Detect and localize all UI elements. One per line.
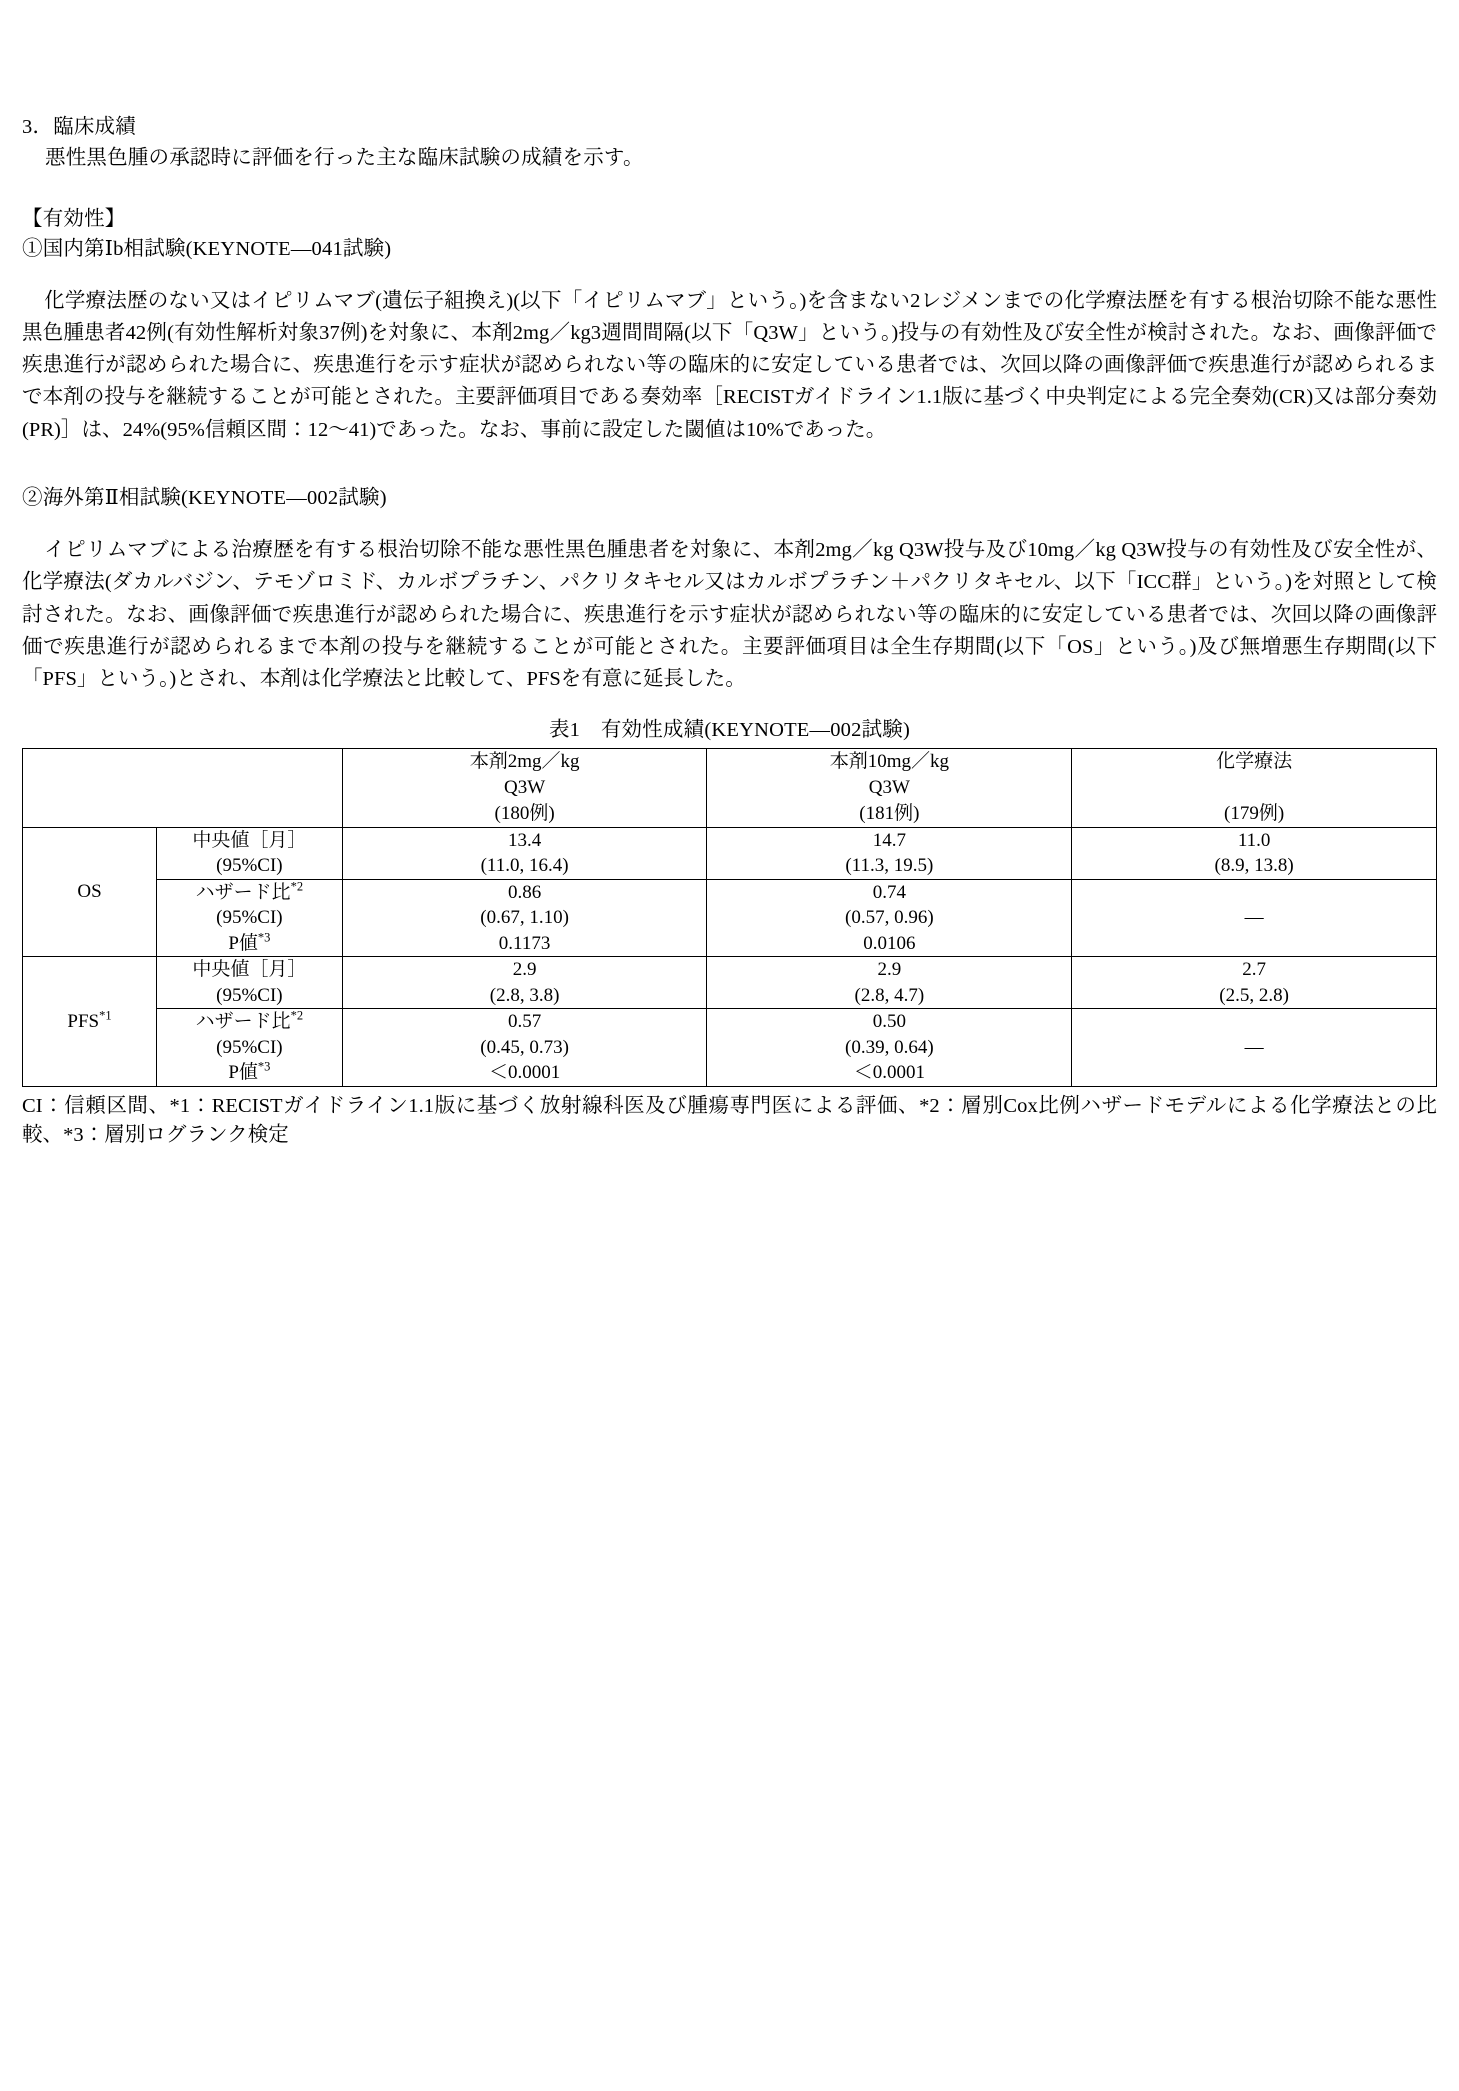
value-line2: (2.8, 4.7) bbox=[854, 984, 925, 1006]
study1-body bbox=[22, 285, 1437, 446]
not-applicable-dash: — bbox=[1244, 907, 1264, 929]
value-line2: (0.39, 0.64) bbox=[845, 1036, 934, 1058]
metric-line3-text: P値 bbox=[228, 1062, 258, 1084]
not-applicable-dash: — bbox=[1244, 1036, 1264, 1058]
value-line2: (2.5, 2.8) bbox=[1219, 984, 1289, 1006]
rowgroup-label-text: PFS bbox=[67, 1010, 100, 1032]
value-line3: ＜0.0001 bbox=[488, 1062, 561, 1084]
metric-line1: 中央値［月］ bbox=[192, 829, 307, 851]
section-heading: 3．臨床成績 bbox=[22, 116, 136, 138]
value-line1: 14.7 bbox=[872, 829, 906, 851]
metric-line3 bbox=[157, 931, 342, 957]
metric-line3-sup: *3 bbox=[257, 1060, 271, 1075]
table-row bbox=[23, 827, 1437, 879]
metric-line1-text: ハザード比 bbox=[195, 881, 291, 903]
cell-pfs-median-10mg bbox=[707, 957, 1072, 1009]
value-line2: (8.9, 13.8) bbox=[1214, 855, 1294, 877]
header-line2 bbox=[1072, 775, 1436, 801]
cell-os-median-chemo bbox=[1072, 827, 1437, 879]
header-line3: (180例) bbox=[494, 802, 555, 824]
spacer bbox=[22, 466, 1437, 483]
table-row bbox=[23, 957, 1437, 1009]
value-line2: (11.0, 16.4) bbox=[480, 855, 569, 877]
cell-os-median-2mg bbox=[342, 827, 707, 879]
metric-line2: (95%CI) bbox=[216, 1036, 283, 1058]
study1-body-text: 化学療法歴のない又はイピリムマブ(遺伝子組換え)(以下「イピリムマブ」という。)を含まない2レジメンまでの化学療法歴を有する根治切除不能な悪性黒色腫患者42例(有効性解析対象37例)を対象に、本剤2mg／kg3週間間隔(以下「Q3W」という。)投与の有効性及び安全性が検討された。なお、画像評価で疾患進行が認められた場合に、疾患進行を示す症状が認められない等の臨床的に安定している患者では、次回以降の画像評価で疾患進行が認められるまで本剤の投与を継続することが可能とされた。主要評価項目である奏効率［RECISTガイドライン1.1版に基づく中央判定による完全奏効(CR)又は部分奏効(PR)］は、24%(95%信頼区間：12〜41)であった。なお、事前に設定した閾値は10%であった。 bbox=[22, 289, 1437, 441]
value-line2: (0.45, 0.73) bbox=[480, 1036, 569, 1058]
value-line1: 11.0 bbox=[1237, 829, 1271, 851]
value-line1: 0.74 bbox=[872, 881, 906, 903]
cell-pfs-hr-10mg bbox=[707, 1009, 1072, 1087]
cell-pfs-hr-chemo bbox=[1072, 1009, 1437, 1087]
table-caption: 表1 有効性成績(KEYNOTE―002試験) bbox=[548, 718, 911, 741]
section-lead-text: 悪性黒色腫の承認時に評価を行った主な臨床試験の成績を示す。 bbox=[45, 147, 644, 169]
cell-pfs-median-chemo bbox=[1072, 957, 1437, 1009]
value-line3: 0.0106 bbox=[863, 932, 916, 954]
efficacy-results-table bbox=[22, 748, 1437, 1087]
rowgroup-label-sup: *1 bbox=[99, 1008, 112, 1023]
value-line2: (2.8, 3.8) bbox=[489, 984, 560, 1006]
header-col-drug-2mg bbox=[342, 748, 707, 827]
header-line1: 化学療法 bbox=[1216, 750, 1293, 772]
metric-line3 bbox=[157, 1060, 342, 1086]
value-line1: 2.7 bbox=[1242, 959, 1266, 981]
study2-body-text: イピリムマブによる治療歴を有する根治切除不能な悪性黒色腫患者を対象に、本剤2mg／kg Q3W投与及び10mg／kg Q3W投与の有効性及び安全性が、化学療法(ダカルバジン、テモゾロミド、カルボプラチン、パクリタキセル又はカルボプラチン＋パクリタキセル、以下「ICC群」という。)を対照として検討された。なお、画像評価で疾患進行が認められた場合に、疾患進行を示す症状が認められない等の臨床的に安定している患者では、次回以降の画像評価で疾患進行が認められるまで本剤の投与を継続することが可能とされた。主要評価項目は全生存期間(以下「OS」という。)及び無増悪生存期間(以下「PFS」という。)とされ、本剤は化学療法と比較して、PFSを有意に延長した。 bbox=[22, 538, 1437, 691]
value-line2: (11.3, 19.5) bbox=[845, 855, 934, 877]
header-line1: 本剤2mg／kg bbox=[469, 750, 580, 772]
table-row bbox=[23, 1009, 1437, 1087]
value-line1: 13.4 bbox=[507, 829, 542, 851]
metric-label-os-median bbox=[157, 827, 343, 879]
metric-label-pfs-median bbox=[157, 957, 343, 1009]
cell-os-median-10mg bbox=[707, 827, 1072, 879]
value-line3: 0.1173 bbox=[498, 932, 551, 954]
cell-os-hr-10mg bbox=[707, 879, 1072, 957]
header-line1: 本剤10mg／kg bbox=[829, 750, 949, 772]
metric-line2: (95%CI) bbox=[216, 907, 283, 929]
header-line3: (179例) bbox=[1224, 802, 1285, 824]
table-row bbox=[23, 879, 1437, 957]
value-line2: (0.67, 1.10) bbox=[480, 907, 569, 929]
metric-label-os-hr bbox=[157, 879, 343, 957]
header-corner-cell bbox=[23, 748, 343, 827]
header-col-drug-10mg bbox=[707, 748, 1072, 827]
table-header-row bbox=[23, 748, 1437, 827]
value-line1: 0.50 bbox=[872, 1011, 906, 1033]
study1-heading: ①国内第Ⅰb相試験(KEYNOTE―041試験) bbox=[22, 238, 392, 260]
rowgroup-label-os bbox=[23, 827, 157, 957]
rowgroup-label-text: OS bbox=[77, 881, 102, 903]
value-line3: ＜0.0001 bbox=[853, 1062, 925, 1084]
value-line2: (0.57, 0.96) bbox=[845, 907, 934, 929]
metric-line3-text: P値 bbox=[228, 932, 258, 954]
cell-pfs-median-2mg bbox=[342, 957, 707, 1009]
spacer bbox=[22, 174, 1437, 204]
value-line1: 0.86 bbox=[507, 881, 542, 903]
table-footnote: CI：信頼区間、*1：RECISTガイドライン1.1版に基づく放射線科医及び腫瘍専門医による評価、*2：層別Cox比例ハザードモデルによる化学療法との比較、*3：層別ログランク検定 bbox=[22, 1094, 1437, 1147]
cell-os-hr-chemo bbox=[1072, 879, 1437, 957]
header-line3: (181例) bbox=[859, 802, 920, 824]
metric-line1-sup: *2 bbox=[290, 1009, 304, 1024]
cell-os-hr-2mg bbox=[342, 879, 707, 957]
metric-line3-sup: *3 bbox=[257, 930, 271, 945]
metric-label-pfs-hr bbox=[157, 1009, 343, 1087]
metric-line2: (95%CI) bbox=[216, 855, 283, 877]
value-line1: 2.9 bbox=[877, 959, 902, 981]
metric-line2: (95%CI) bbox=[216, 984, 283, 1006]
value-line1: 0.57 bbox=[507, 1011, 542, 1033]
header-line2: Q3W bbox=[868, 776, 910, 798]
metric-line1 bbox=[157, 1009, 342, 1035]
study2-heading: ②海外第Ⅱ相試験(KEYNOTE―002試験) bbox=[22, 487, 387, 510]
value-line1: 2.9 bbox=[512, 959, 537, 981]
metric-line1-text: ハザード比 bbox=[195, 1011, 291, 1033]
metric-line1-sup: *2 bbox=[290, 879, 304, 894]
metric-line1: 中央値［月］ bbox=[192, 959, 307, 981]
efficacy-heading: 【有効性】 bbox=[22, 208, 126, 230]
rowgroup-label-pfs bbox=[23, 957, 157, 1087]
metric-line1 bbox=[157, 880, 342, 906]
header-line2: Q3W bbox=[504, 776, 546, 798]
header-col-chemo bbox=[1072, 748, 1437, 827]
study2-body bbox=[22, 534, 1437, 695]
document-content bbox=[22, 112, 1437, 1151]
cell-pfs-hr-2mg bbox=[342, 1009, 707, 1087]
